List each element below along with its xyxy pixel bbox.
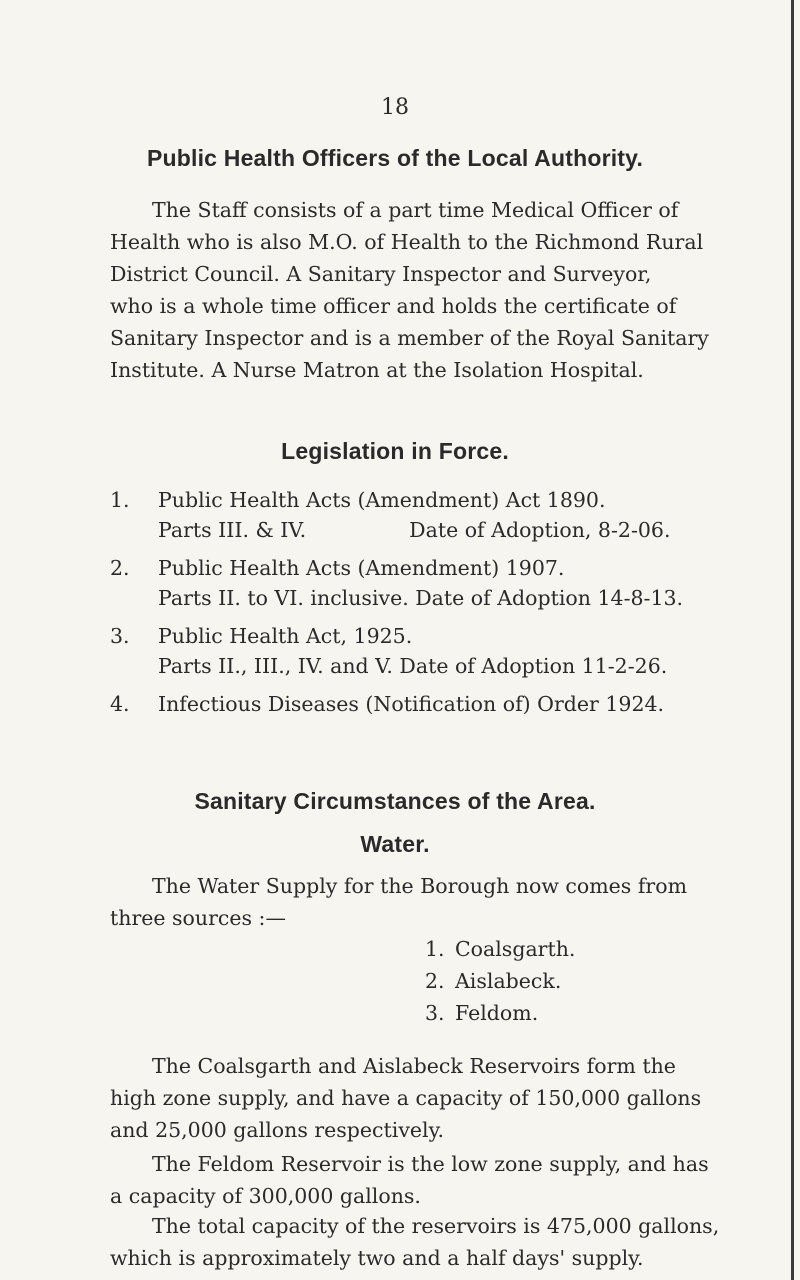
legislation-item-detail: Parts II. to VI. inclusive. Date of Adoption 14-8-13. [158,586,684,610]
legislation-item-number: 3. [110,624,130,648]
officers-paragraph [110,194,760,386]
officers-line: Sanitary Inspector and is a member of the Royal Sanitary [110,326,709,350]
total-capacity-paragraph [110,1210,760,1274]
water-intro-line: The Water Supply for the Borough now comes from [152,874,688,898]
feldom-paragraph [110,1148,760,1212]
water-source-name: Coalsgarth. [455,937,576,961]
officers-line: Institute. A Nurse Matron at the Isolation Hospital. [110,358,644,382]
water-source-name: Aislabeck. [455,969,562,993]
legislation-item-title: Infectious Diseases (Notification of) Order 1924. [158,692,665,716]
water-source-item [425,1001,538,1025]
water-intro-line: three sources :— [110,906,286,930]
total-capacity-line: which is approximately two and a half days' supply. [110,1246,644,1270]
legislation-item-detail [158,515,670,545]
legislation-item-number: 1. [110,488,130,512]
legislation-item-body [158,485,670,545]
water-source-number: 3. [425,1001,445,1025]
legislation-item [110,621,760,681]
water-source-item [425,969,561,993]
legislation-item-body [158,553,683,613]
legislation-item-detail: Parts II., III., IV. and V. Date of Adoption 11-2-26. [158,654,668,678]
legislation-item-title: Public Health Act, 1925. [158,624,413,648]
legislation-item [110,485,760,545]
water-source-number: 1. [425,937,445,961]
section-heading-legislation: Legislation in Force. [281,438,509,464]
legislation-item-number: 4. [110,692,130,716]
legislation-item-parts: Parts III. & IV. [158,518,307,542]
legislation-item-title: Public Health Acts (Amendment) Act 1890. [158,488,606,512]
legislation-item-adoption: Date of Adoption, 8-2-06. [409,518,671,542]
section-heading-officers: Public Health Officers of the Local Authority. [146,145,644,171]
reservoir-line: The Coalsgarth and Aislabeck Reservoirs form the [152,1054,676,1078]
officers-line: Health who is also M.O. of Health to the Richmond Rural [110,230,704,254]
page-number: 18 [381,95,409,120]
water-source-item [425,937,575,961]
legislation-item-number: 2. [110,556,130,580]
water-source-number: 2. [425,969,445,993]
reservoir-paragraph [110,1050,760,1146]
water-intro-paragraph [110,870,760,934]
officers-line: who is a whole time officer and holds the certificate of [110,294,677,318]
section-heading-sanitary: Sanitary Circumstances of the Area. [194,788,596,814]
page-edge-shadow [791,0,794,1280]
legislation-item-body [158,621,667,681]
reservoir-line: high zone supply, and have a capacity of 150,000 gallons [110,1086,702,1110]
feldom-line: a capacity of 300,000 gallons. [110,1184,421,1208]
legislation-item-title: Public Health Acts (Amendment) 1907. [158,556,565,580]
officers-line: District Council. A Sanitary Inspector and Surveyor, [110,262,652,286]
legislation-item [110,689,760,719]
legislation-item [110,553,760,613]
reservoir-line: and 25,000 gallons respectively. [110,1118,444,1142]
subheading-water: Water. [360,831,430,857]
total-capacity-line: The total capacity of the reservoirs is 475,000 gallons, [152,1214,720,1238]
feldom-line: The Feldom Reservoir is the low zone supply, and has [152,1152,709,1176]
officers-line: The Staff consists of a part time Medical Officer of [152,198,679,222]
water-source-name: Feldom. [455,1001,539,1025]
legislation-item-body [158,689,664,719]
